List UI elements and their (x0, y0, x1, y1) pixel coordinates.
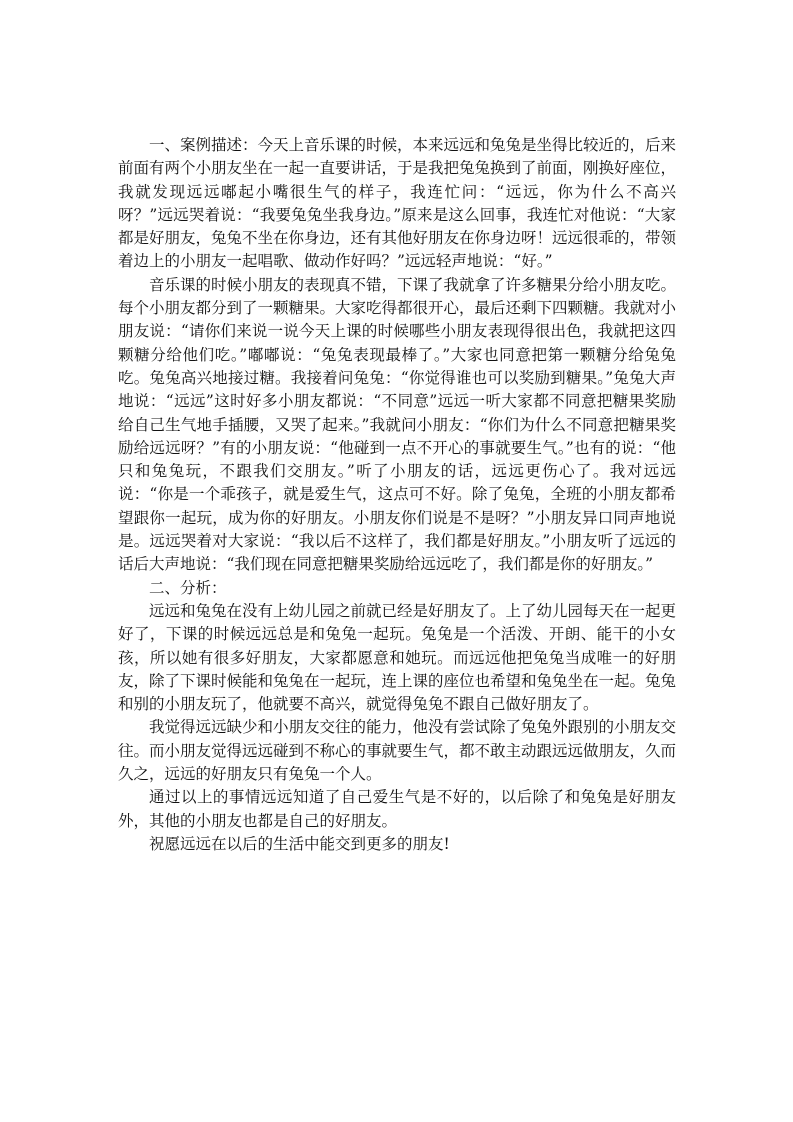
analysis-paragraph-friendship: 远远和兔兔在没有上幼儿园之前就已经是好朋友了。上了幼儿园每天在一起更好了，下课的时候远远总是和兔兔一起玩。兔兔是一个活泼、开朗、能干的小女孩，所以她有很多好朋友，大家都愿意和她玩。而远远他把兔兔当成唯一的好朋友，除了下课时候能和兔兔在一起玩，连上课的座位也希望和兔兔坐在一起。兔兔和别的小朋友玩了，他就要不高兴，就觉得兔兔不跟自己做好朋友了。 (118, 601, 677, 714)
closing-wish-paragraph: 祝愿远远在以后的生活中能交到更多的朋友! (149, 834, 450, 853)
document-body (118, 134, 676, 856)
music-class-paragraph: 音乐课的时候小朋友的表现真不错，下课了我就拿了许多糖果分给小朋友吃。每个小朋友都分到了一颗糖果。大家吃得都很开心，最后还剩下四颗糖。我就对小朋友说：“请你们来说一说今天上课的时候哪些小朋友表现得很出色，我就把这四颗糖分给他们吃。”嘟嘟说：“兔兔表现最棒了。”大家也同意把第一颗糖分给兔兔吃。兔兔高兴地接过糖。我接着问兔兔：“你觉得谁也可以奖励到糖果。”兔兔大声地说：“远远”这时好多小朋友都说：“不同意”远远一听大家都不同意把糖果奖励给自己生气地手插腰，又哭了起来。”我就问小朋友：“你们为什么不同意把糖果奖励给远远呀？”有的小朋友说：“他碰到一点不开心的事就要生气。”也有的说：“他只和兔兔玩，不跟我们交朋友。”听了小朋友的话，远远更伤心了。我对远远说：“你是一个乖孩子，就是爱生气，这点可不好。除了兔兔，全班的小朋友都希望跟你一起玩，成为你的好朋友。小朋友你们说是不是呀？”小朋友异口同声地说是。远远哭着对大家说：“我以后不这样了，我们都是好朋友。”小朋友听了远远的话后大声地说：“我们现在同意把糖果奖励给远远吃了，我们都是你的好朋友。” (118, 275, 677, 574)
analysis-paragraph-social-ability: 我觉得远远缺少和小朋友交往的能力，他没有尝试除了兔兔外跟别的小朋友交往。而小朋友觉得远远碰到不称心的事就要生气，都不敢主动跟远远做朋友，久而久之，远远的好朋友只有兔兔一个人。 (118, 718, 677, 784)
analysis-heading: 二、分析： (149, 578, 227, 597)
case-description-paragraph: 一、案例描述：今天上音乐课的时候，本来远远和兔兔是坐得比较近的，后来前面有两个小朋友坐在一起一直要讲话，于是我把兔兔换到了前面，刚换好座位，我就发现远远嘟起小嘴很生气的样子，我连忙问：“远远，你为什么不高兴呀？”远远哭着说：“我要兔兔坐我身边。”原来是这么回事，我连忙对他说：“大家都是好朋友，兔兔不坐在你身边，还有其他好朋友在你身边呀！远远很乖的，带领着边上的小朋友一起唱歌、做动作好吗？”远远轻声地说：“好。” (118, 136, 677, 271)
analysis-paragraph-outcome: 通过以上的事情远远知道了自己爱生气是不好的，以后除了和兔兔是好朋友外，其他的小朋友也都是自己的好朋友。 (118, 788, 676, 830)
